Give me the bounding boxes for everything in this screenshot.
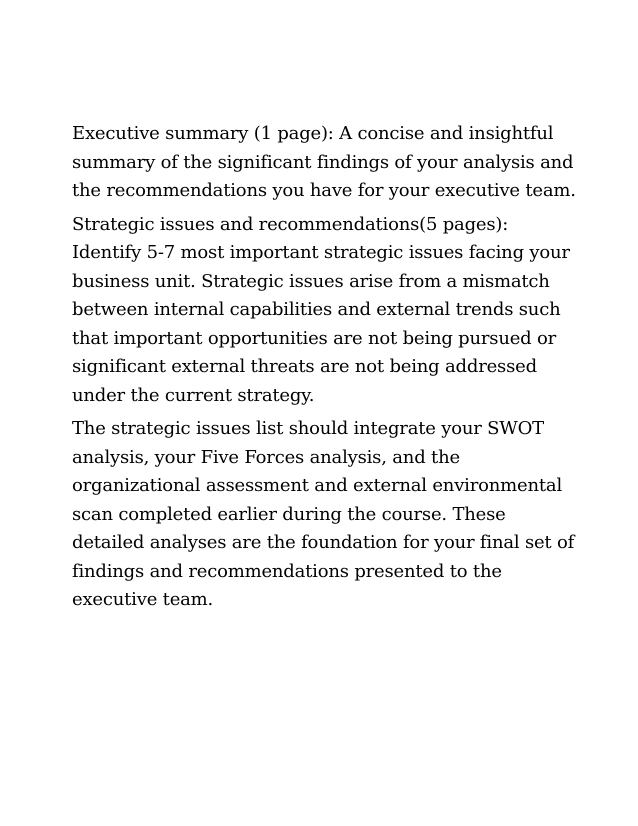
strategic-issues-paragraph: Strategic issues and recommendations(5 pages): Identify 5-7 most important strategic issues facing your business unit. Strategic issues arise from a mismatch between internal capabilities and external trends such that important opportunities are not being pursued or significant external threats are not being addressed under the current strategy. [72, 213, 570, 406]
strategic-issues-list-paragraph: The strategic issues list should integrate your SWOT analysis, your Five Forces analysis, and the organizational assessment and external environmental scan completed earlier during the course. These detailed analyses are the foundation for your final set of findings and recommendations presented to the executive team. [72, 418, 575, 610]
executive-summary-paragraph: Executive summary (1 page): A concise and insightful summary of the significant findings of your analysis and the recommendations you have for your executive team. [72, 123, 576, 201]
